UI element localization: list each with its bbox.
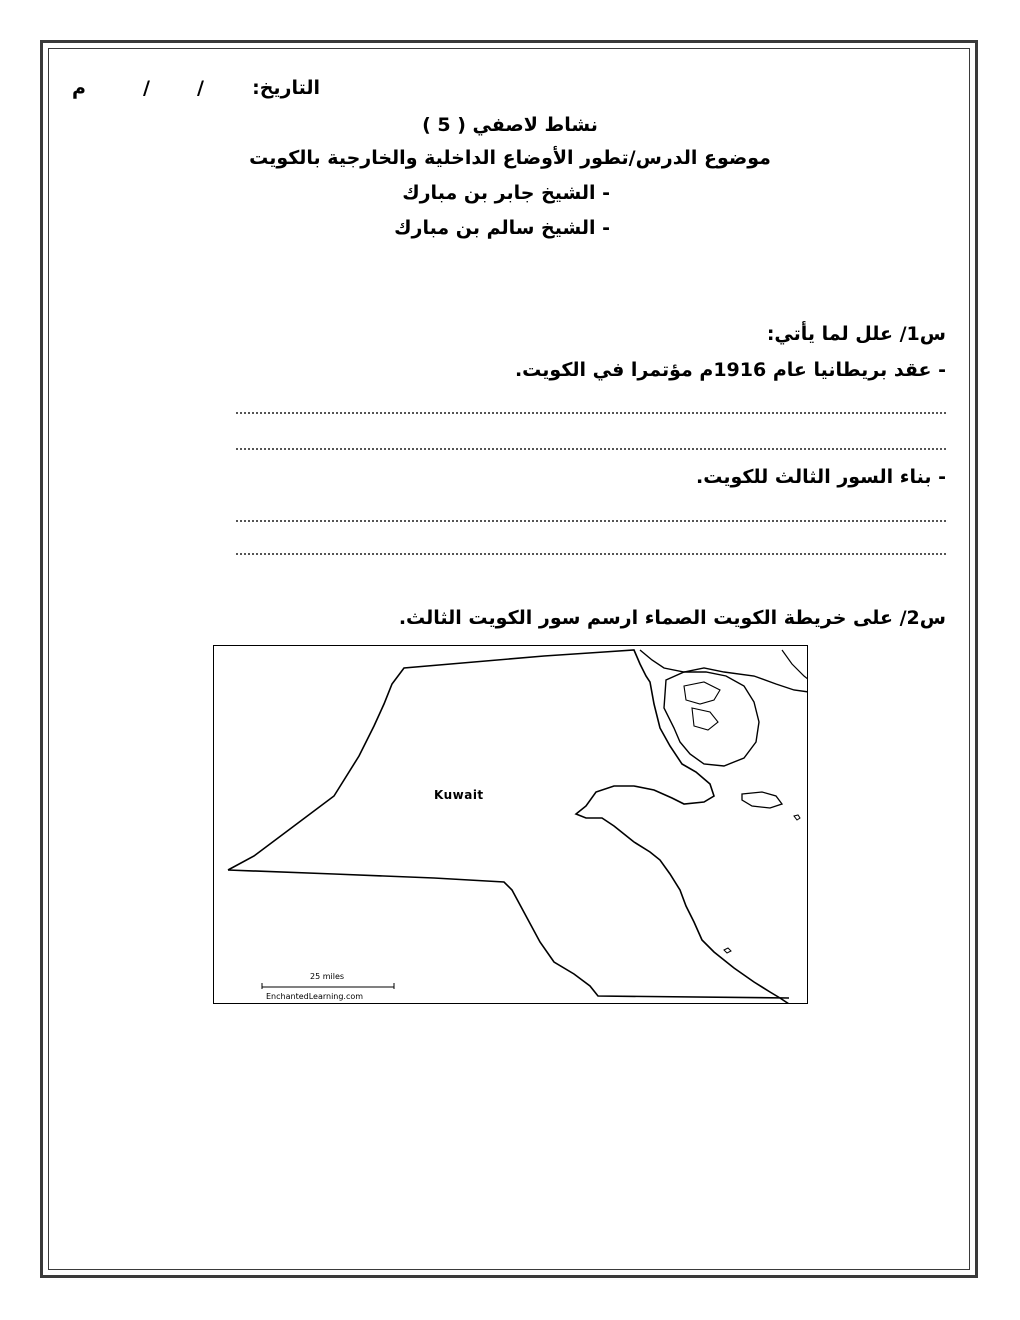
bubiyan-inlet	[684, 682, 720, 730]
shatt-coast	[782, 650, 808, 680]
map-label-kuwait: Kuwait	[434, 788, 484, 802]
map-scale-label: 25 miles	[310, 972, 345, 981]
question-1-item-2: - بناء السور الثالث للكويت.	[695, 466, 946, 488]
answer-line-4[interactable]	[236, 553, 946, 555]
date-separator-2: /	[143, 77, 150, 99]
sheikh-salem: - الشيخ سالم بن مبارك	[394, 217, 610, 239]
question-2-prompt: س2/ على خريطة الكويت الصماء ارسم سور الكويت الثالث.	[398, 607, 946, 629]
answer-line-1[interactable]	[236, 412, 946, 414]
date-separator-1: /	[197, 77, 204, 99]
map-drawing	[214, 646, 808, 1004]
answer-line-2[interactable]	[236, 448, 946, 450]
question-1-item-1: - عقد بريطانيا عام 1916م مؤتمرا في الكويت.	[514, 359, 946, 381]
map-credit: EnchantedLearning.com	[266, 992, 364, 1001]
lesson-topic: موضوع الدرس/تطور الأوضاع الداخلية والخارجية بالكويت	[249, 147, 771, 169]
date-suffix: م	[72, 77, 86, 99]
answer-line-3[interactable]	[236, 520, 946, 522]
activity-title: نشاط لاصفي ( 5 )	[422, 114, 598, 136]
question-1-prompt: س1/ علل لما يأتي:	[766, 323, 946, 345]
failaka-island	[742, 792, 782, 808]
sheikh-jaber: - الشيخ جابر بن مبارك	[402, 182, 610, 204]
date-label: التاريخ:	[252, 77, 320, 99]
small-island-2	[724, 948, 731, 953]
kuwait-outline-map[interactable]	[213, 645, 808, 1004]
small-island-1	[794, 815, 800, 820]
